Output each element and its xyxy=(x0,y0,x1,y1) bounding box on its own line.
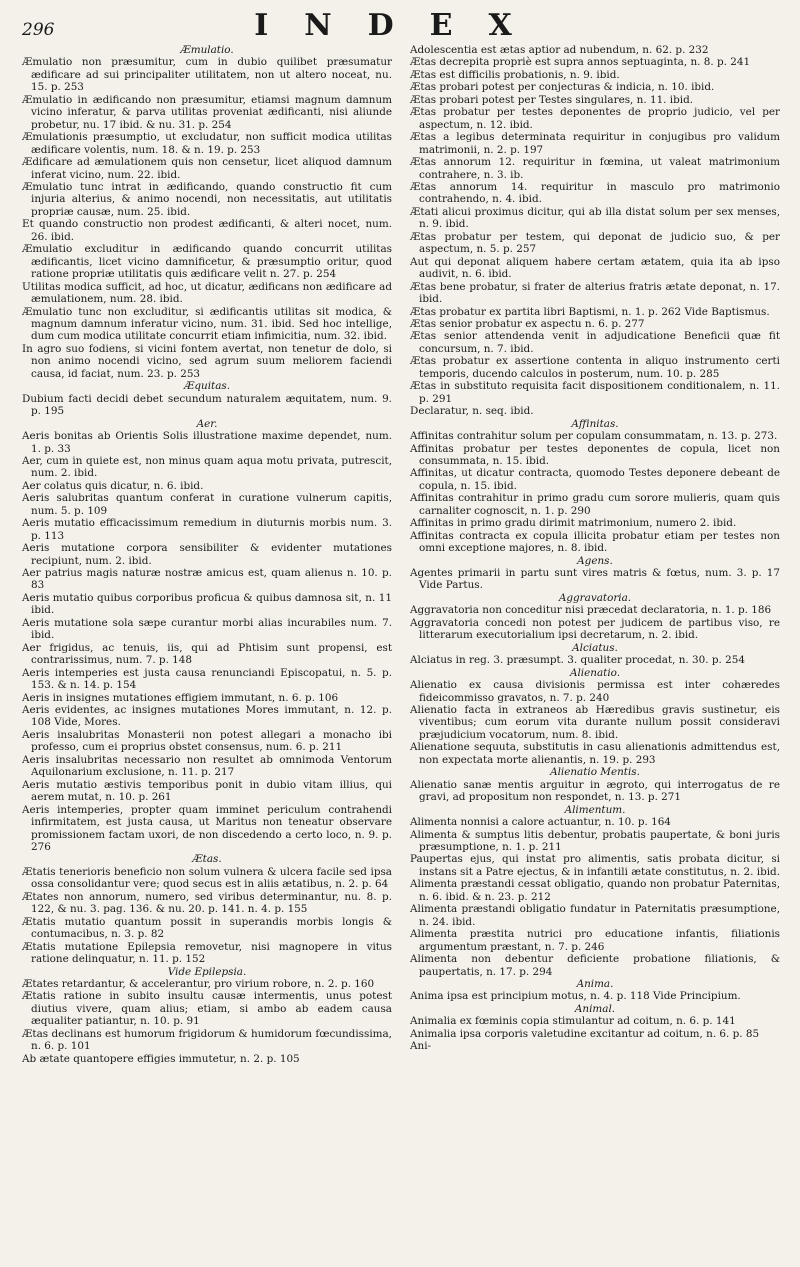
index-heading: Anima. xyxy=(576,977,614,990)
page-number: 296 xyxy=(22,20,55,40)
index-entry: Ætati alicui proximus dicitur, qui ab illa distat solum per sex menses, n. 9. ibid. xyxy=(410,205,780,231)
index-entry: Aeris mutatione corpora sensibiliter & evidenter mutationes recipiunt, num. 2. ibid. xyxy=(22,542,392,567)
left-column xyxy=(22,44,392,1065)
index-entry: Alienatio facta in extraneos ab Hæredibus gravis sustinetur, eis viventibus; cum eorum vita durante nullum possit consideravi præjudicium vocatorum, num. 8. ibid. xyxy=(410,704,780,741)
index-heading: Ætas. xyxy=(192,853,222,866)
index-entry: Ætates non annorum, numero, sed viribus determinantur, nu. 8. p. 122, & nu. 3. pag. 136. & nu. 20. p. 141. n. 4. p. 155 xyxy=(22,890,392,916)
index-entry: Ætas declinans est humorum frigidorum & humidorum fœcundissima, n. 6. p. 101 xyxy=(22,1027,392,1053)
index-entry: Aeris bonitas ab Orientis Solis illustratione maxime dependet, num. 1. p. 33 xyxy=(22,430,392,455)
index-entry: In agro suo fodiens, si vicini fontem avertat, non tenetur de dolo, si non animo nocendi vicino, sed agrum suum meliorem faciendi causa, id faciat, num. 23. p. 253 xyxy=(22,342,392,380)
index-entry: Ætas probari potest per conjecturas & indicia, n. 10. ibid. xyxy=(410,81,715,94)
index-entry: Æmulatio tunc non excluditur, si ædificantis utilitas sit modica, & magnum damnum inferatur vicino, num. 31. ibid. Sed hoc intellige, dum cum modica utilitate concurrit etiam infimicitia, num. 32. ibid. xyxy=(22,305,392,343)
index-entry: Ætatis ratione in subito insultu causæ intermentis, unus potest diutius vivere, quam alius; etiam, si ambo ab eadem causa æqualiter patiantur, n. 10. p. 91 xyxy=(22,990,392,1028)
index-entry: Ædificare ad æmulationem quis non censetur, licet aliquod damnum inferat vicino, num. 22. ibid. xyxy=(22,156,392,181)
index-entry: Et quando constructio non prodest ædificanti, & alteri nocet, num. 26. ibid. xyxy=(22,218,392,243)
index-entry: Ætas probari potest per Testes singulares, n. 11. ibid. xyxy=(410,93,694,106)
index-heading: Aggravatoria. xyxy=(558,591,632,604)
index-entry: Ætas decrepita propriè est supra annos septuaginta, n. 8. p. 241 xyxy=(410,56,751,69)
index-heading: Æquitas. xyxy=(183,380,231,393)
index-entry: Declaratur, n. seq. ibid. xyxy=(410,405,534,418)
index-entry: Ætas senior probatur ex aspectu n. 6. p. 277 xyxy=(410,317,645,330)
index-entry: Æmulationis præsumptio, ut excludatur, non sufficit modica utilitas ædificare volentis, num. 18. & n. 19. p. 253 xyxy=(22,131,392,156)
index-entry: Ætatis tenerioris beneficio non solum vulnera & ulcera facile sed ipsa ossa consolidantur vere; quod secus est in aliis ætatibus, n. 2. p. 64 xyxy=(22,865,392,891)
index-entry: Aer, cum in quiete est, non minus quam aqua motu privata, putrescit, num. 2. ibid. xyxy=(22,454,392,480)
index-entry: Aer patrius magis naturæ nostræ amicus est, quam alienus n. 10. p. 83 xyxy=(22,567,392,592)
index-entry: Ætas a legibus determinata requiritur in conjugibus pro validum matrimonii, n. 2. p. 197 xyxy=(410,131,780,156)
index-entry: Affinitas contrahitur in primo gradu cum sorore mulieris, quam quis carnaliter cognoscit, n. 1. p. 290 xyxy=(410,492,780,517)
index-entry: Ani- xyxy=(410,1040,432,1053)
index-entry: Alimenta præstandi cessat obligatio, quando non probatur Paternitas, n. 6. ibid. & n. 23. p. 212 xyxy=(410,878,780,903)
index-entry: Aeris salubritas quantum conferat in curatione vulnerum capitis, num. 5. p. 109 xyxy=(22,492,392,517)
index-entry: Anima ipsa est principium motus, n. 4. p. 118 Vide Principium. xyxy=(410,990,741,1003)
index-entry: Aeris in insignes mutationes effigiem immutant, n. 6. p. 106 xyxy=(22,691,339,704)
index-entry: Alimenta præstandi obligatio fundatur in Paternitatis præsumptione, n. 24. ibid. xyxy=(410,903,780,928)
index-entry: Aeris mutatio efficacissimum remedium in diuturnis morbis num. 3. p. 113 xyxy=(22,517,392,542)
index-entry: Dubium facti decidi debet secundum naturalem æquitatem, num. 9. p. 195 xyxy=(22,392,392,418)
index-entry: Ætas senior attendenda venit in adjudicatione Beneficii quæ fit concursum, n. 7. ibid. xyxy=(410,330,780,355)
index-entry: Paupertas ejus, qui instat pro alimentis, satis probata dicitur, si instans sit a Patre ejectus, & in infantili ætate constitutus, n. 2. ibid. xyxy=(410,853,781,878)
index-entry: Aer colatus quis dicatur, n. 6. ibid. xyxy=(22,479,204,492)
index-entry: Alimenta non debentur deficiente probatione filiationis, & paupertatis, n. 17. p. 294 xyxy=(410,953,780,978)
index-entry: Aggravatoria concedi non potest per judicem de partibus viso, re litterarum executorialium ipsi decretarum, n. 2. ibid. xyxy=(410,616,780,642)
index-entry: Affinitas in primo gradu dirimit matrimonium, numero 2. ibid. xyxy=(410,517,737,530)
index-entry: Aeris mutatio quibus corporibus proficua & quibus damnosa sit, n. 11 ibid. xyxy=(22,591,392,617)
index-entry: Alienatio sanæ mentis arguitur in ægroto, qui interrogatus de re gravi, ad propositum non respondet, n. 13. p. 271 xyxy=(410,778,780,804)
index-entry: Ætas probatur per testem, qui deponat de judicio suo, & per aspectum, n. 5. p. 257 xyxy=(410,230,780,256)
index-heading: Agens. xyxy=(577,554,613,567)
index-entry: Affinitas contracta ex copula illicita probatur etiam per testes non omni exceptione majores, n. 8. ibid. xyxy=(410,529,780,555)
index-entry: Adolescentia est ætas aptior ad nubendum, n. 62. p. 232 xyxy=(410,44,709,56)
index-entry: Æmulatio in ædificando non præsumitur, etiamsi magnum damnum vicino inferatur, & parva utilitas proveniat ædificanti, nisi aliunde probetur, nu. 17 ibid. & nu. 31. p. 254 xyxy=(22,93,392,131)
index-entry: Ætas in substituto requisita facit dispositionem conditionalem, n. 11. p. 291 xyxy=(410,380,780,405)
index-entry: Ætas probatur ex assertione contenta in aliquo instrumento certi temporis, ducendo calculos in posterum, num. 10. p. 285 xyxy=(410,355,780,380)
index-entry: Alienatio ex causa divisionis permissa est inter cohæredes fideicommisso gravatos, n. 7. p. 240 xyxy=(410,679,780,704)
index-entry: Ætas annorum 12. requiritur in fœmina, ut valeat matrimonium contrahere, n. 3. ib. xyxy=(410,156,780,181)
index-entry: Affinitas contrahitur solum per copulam consummatam, n. 13. p. 273. xyxy=(410,430,778,443)
index-heading: Aer. xyxy=(196,417,218,430)
index-entry: Aeris intemperies, propter quam imminet periculum contrahendi infirmitatem, est justa causa, ut Maritus non teneatur observare promissionem factam uxori, de non discedendo a certo loco, n. 9. p. 276 xyxy=(22,803,392,853)
index-entry: Æmulatio non præsumitur, cum in dubio quilibet præsumatur ædificare ad sui principaliter utilitatem, non ut altero noceat, nu. 15. p. 253 xyxy=(22,56,392,94)
index-entry: Aeris mutatione sola sæpe curantur morbi alias incurabiles num. 7. ibid. xyxy=(22,616,392,642)
index-entry: Ætatis mutatione Epilepsia removetur, nisi magnopere in vitus ratione delinquatur, n. 11. p. 152 xyxy=(22,940,392,966)
index-entry: Ætas est difficilis probationis, n. 9. ibid. xyxy=(410,68,620,81)
index-entry: Aeris intemperies est justa causa renunciandi Episcopatui, n. 5. p. 153. & n. 14. p. 154 xyxy=(22,666,392,692)
page-header xyxy=(22,8,780,42)
index-entry: Animalia ipsa corporis valetudine excitantur ad coitum, n. 6. p. 85 xyxy=(410,1027,760,1040)
index-entry: Affinitas, ut dicatur contracta, quomodo Testes deponere debeant de copula, n. 15. ibid. xyxy=(410,467,780,492)
index-columns xyxy=(22,44,780,1065)
index-heading: Æmulatio. xyxy=(180,44,234,56)
index-entry: Ætates retardantur, & accelerantur, pro virium robore, n. 2. p. 160 xyxy=(22,977,375,990)
index-entry: Animalia ex fœminis copia stimulantur ad coitum, n. 6. p. 141 xyxy=(410,1015,736,1028)
index-entry: Æmulatio excluditur in ædificando quando concurrit utilitas ædificantis, licet vicino damnificetur, & præsumptio oritur, quod ratione propriæ utilitatis quis ædificare velit n. 27. p. 254 xyxy=(22,243,392,281)
index-entry: Ætas bene probatur, si frater de alterius fratris ætate deponat, n. 17. ibid. xyxy=(410,280,780,306)
index-entry: Alimenta nonnisi a calore actuantur, n. 10. p. 164 xyxy=(410,816,671,829)
index-heading: Affinitas. xyxy=(571,417,619,430)
index-heading: Alciatus. xyxy=(572,641,618,654)
index-heading: Alimentum. xyxy=(564,803,626,816)
index-heading: Vide Epilepsia. xyxy=(167,965,247,978)
index-heading: Animal. xyxy=(574,1002,616,1015)
index-heading: Alienatio Mentis. xyxy=(550,766,640,779)
index-entry: Ætas annorum 14. requiritur in masculo pro matrimonio contrahendo, n. 4. ibid. xyxy=(410,180,780,206)
index-entry: Utilitas modica sufficit, ad hoc, ut dicatur, ædificans non ædificare ad æmulationem, num. 28. ibid. xyxy=(22,280,392,306)
index-entry: Ætas probatur ex partita libri Baptismi, n. 1. p. 262 Vide Baptismus. xyxy=(410,305,770,318)
index-entry: Aeris insalubritas Monasterii non potest allegari a monacho ibi professo, cum ei proprius obstet consensus, num. 6. p. 211 xyxy=(22,728,392,754)
index-entry: Alciatus in reg. 3. præsumpt. 3. qualiter procedat, n. 30. p. 254 xyxy=(410,654,745,667)
index-entry: Affinitas probatur per testes deponentes de copula, licet non consummata, n. 15. ibid. xyxy=(410,442,780,467)
index-entry: Aeris mutatio æstivis temporibus ponit in dubio vitam illius, qui aerem mutat, n. 10. p. 261 xyxy=(22,778,392,804)
index-entry: Aeris insalubritas necessario non resultet ab omnimoda Ventorum Aquilonarium exclusione, n. 11. p. 217 xyxy=(22,753,392,779)
index-entry: Ætatis mutatio quantum possit in superandis morbis longis & contumacibus, n. 3. p. 82 xyxy=(22,915,392,941)
index-entry: Alimenta & sumptus litis debentur, probatis paupertate, & boni juris præsumptione, n. 1. p. 211 xyxy=(410,828,780,853)
page-title: INDEX xyxy=(254,8,548,43)
index-entry: Aer frigidus, ac tenuis, iis, qui ad Phtisim sunt propensi, est contrarissimus, num. 7. p. 148 xyxy=(22,641,392,667)
index-heading: Alienatio. xyxy=(569,666,621,679)
index-entry: Aut qui deponat aliquem habere certam ætatem, quia ita ab ipso audivit, n. 6. ibid. xyxy=(410,255,780,281)
index-entry: Aggravatoria non conceditur nisi præcedat declaratoria, n. 1. p. 186 xyxy=(410,604,772,617)
index-entry: Ætas probatur per testes deponentes de proprio judicio, vel per aspectum, n. 12. ibid. xyxy=(410,106,780,131)
index-entry: Aeris evidentes, ac insignes mutationes Mores immutant, n. 12. p. 108 Vide, Mores. xyxy=(22,704,392,729)
index-entry: Alimenta præstita nutrici pro educatione infantis, filiationis argumentum præstant, n. 7. p. 246 xyxy=(410,928,780,953)
index-entry: Æmulatio tunc intrat in ædificando, quando constructio fit cum injuria alterius, & animo nocendi, non necessitatis, aut utilitatis propriæ causæ, num. 25. ibid. xyxy=(22,180,392,218)
index-entry: Alienatione sequuta, substitutis in casu alienationis admittendus est, non expectata morte alienantis, n. 19. p. 293 xyxy=(410,741,780,766)
right-column xyxy=(410,44,780,1065)
index-entry: Agentes primarii in partu sunt vires matris & fœtus, num. 3. p. 17 Vide Partus. xyxy=(410,567,780,592)
index-entry: Ab ætate quantopere effigies immutetur, n. 2. p. 105 xyxy=(22,1052,300,1065)
